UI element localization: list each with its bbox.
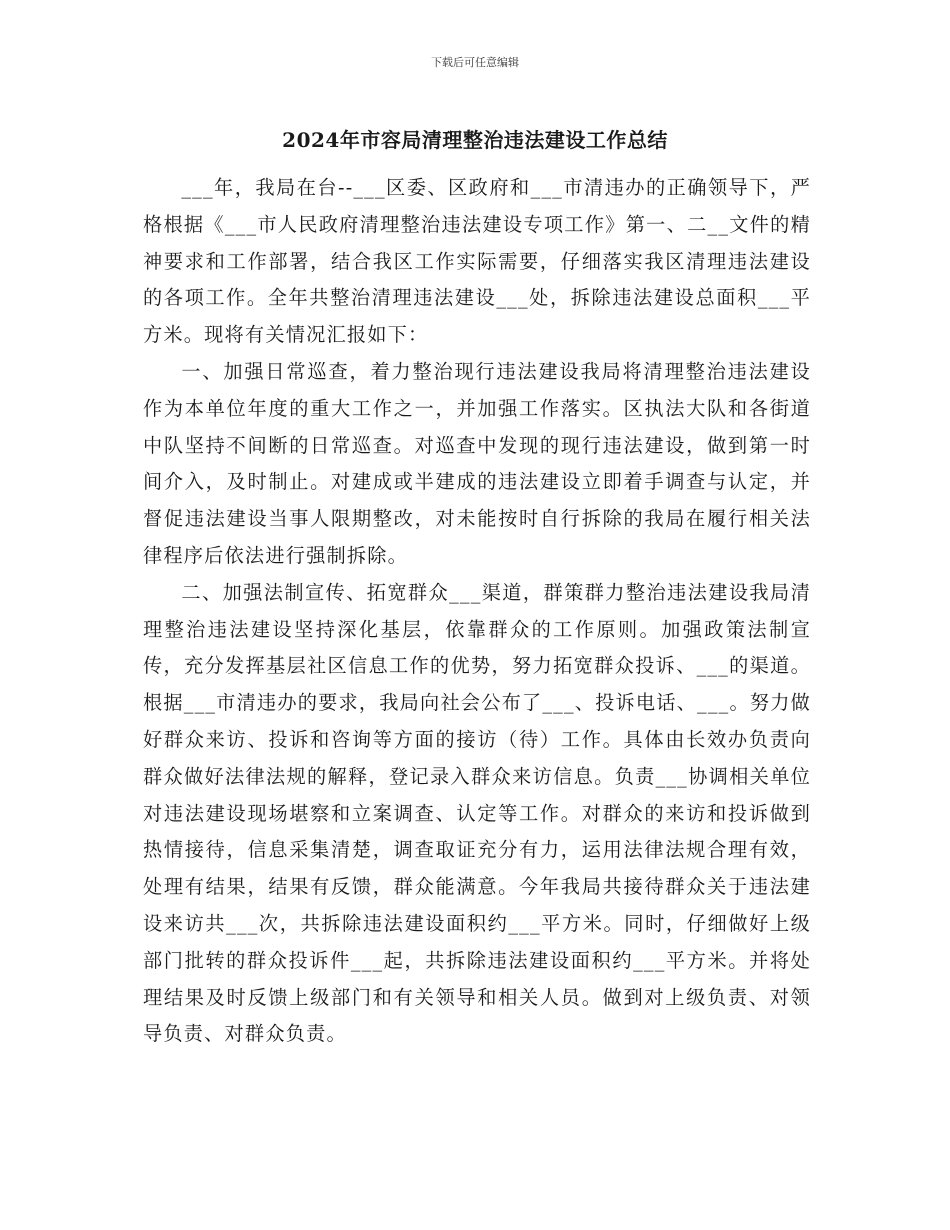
document-title: 2024年市容局清理整治违法建设工作总结 bbox=[282, 128, 668, 152]
paragraph-section-1: 一、加强日常巡查，着力整治现行违法建设我局将清理整治违法建设作为本单位年度的重大工作之一，并加强工作落实。区执法大队和各街道中队坚持不间断的日常巡查。对巡查中发现的现行违法建设，做到第一时间介入，及时制止。对建成或半建成的违法建设立即着手调查与认定，并督促违法建设当事人限期整改，对未能按时自行拆除的我局在履行相关法律程序后依法进行强制拆除。 bbox=[143, 359, 811, 567]
document-body bbox=[143, 170, 811, 1053]
paragraph-intro: ___年，我局在台--___区委、区政府和___市清违办的正确领导下，严格根据《___市人民政府清理整治违法建设专项工作》第一、二__文件的精神要求和工作部署，结合我区工作实际需要，仔细落实我区清理违法建设的各项工作。全年共整治清理违法建设___处，拆除违法建设总面积___平方米。现将有关情况汇报如下： bbox=[143, 176, 811, 347]
paragraph-section-2: 二、加强法制宣传、拓宽群众___渠道，群策群力整治违法建设我局清理整治违法建设坚持深化基层，依靠群众的工作原则。加强政策法制宣传，充分发挥基层社区信息工作的优势，努力拓宽群众投诉、___的渠道。根据___市清违办的要求，我局向社会公布了___、投诉电话、___。努力做好群众来访、投诉和咨询等方面的接访（待）工作。具体由长效办负责向群众做好法律法规的解释，登记录入群众来访信息。负责___协调相关单位对违法建设现场堪察和立案调查、认定等工作。对群众的来访和投诉做到热情接待，信息采集清楚，调查取证充分有力，运用法律法规合理有效，处理有结果，结果有反馈，群众能满意。今年我局共接待群众关于违法建设来访共___次，共拆除违法建设面积约___平方米。同时，仔细做好上级部门批转的群众投诉件___起，共拆除违法建设面积约___平方米。并将处理结果及时反馈上级部门和有关领导和相关人员。做到对上级负责、对领导负责、对群众负责。 bbox=[143, 580, 811, 1046]
header-note: 下载后可任意编辑 bbox=[431, 56, 519, 69]
